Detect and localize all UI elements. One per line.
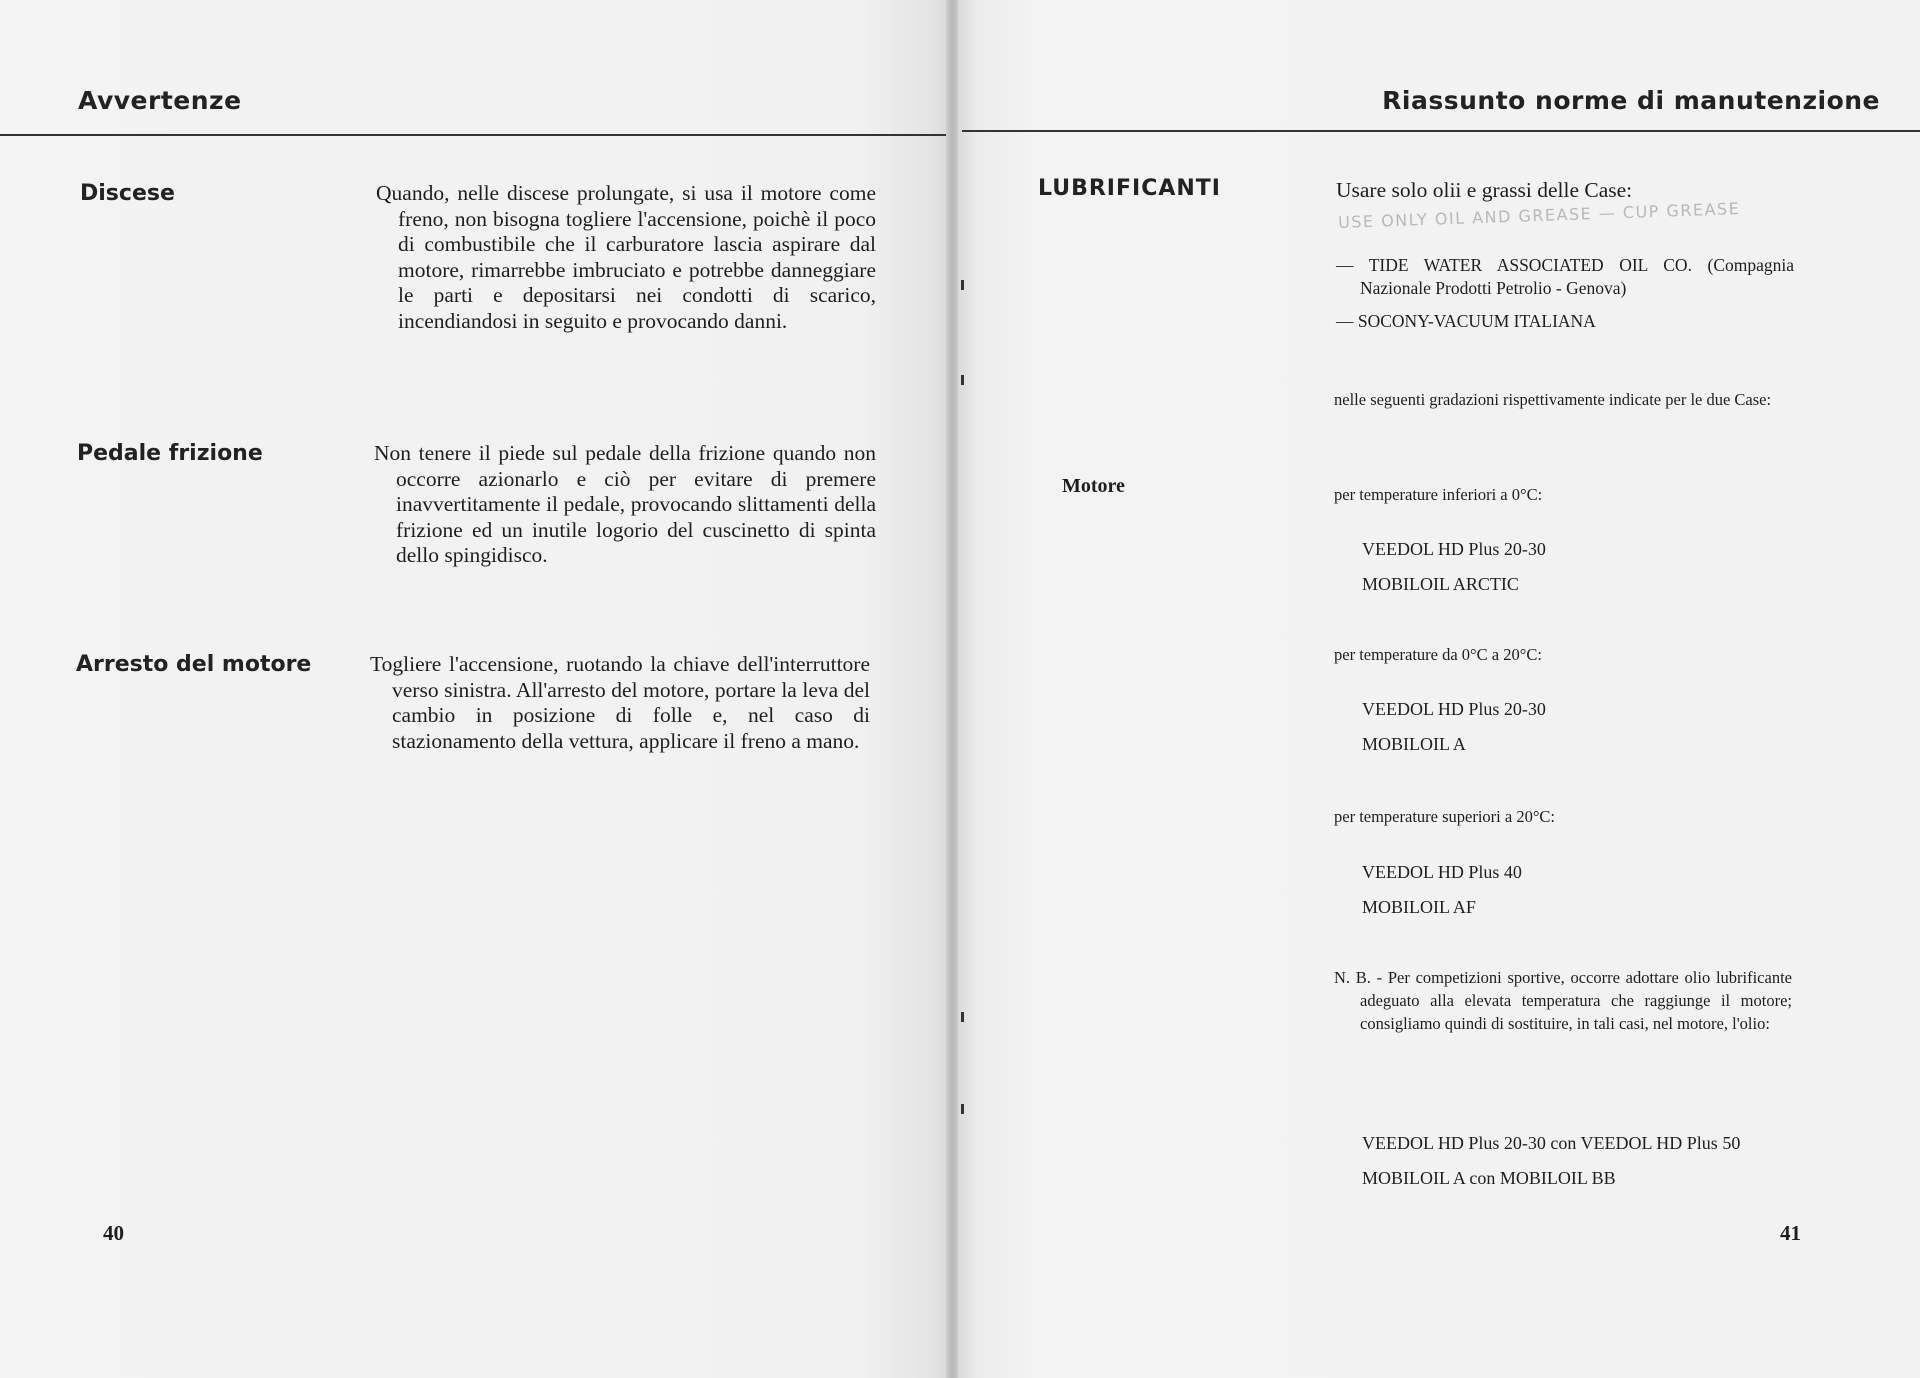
temperature-condition: per temperature da 0°C a 20°C: [1334,645,1542,664]
right-header-rule [962,130,1920,132]
binding-mark [961,280,964,290]
product-name: MOBILOIL ARCTIC [1362,574,1519,594]
left-page-header: Avvertenze [78,86,242,115]
product-name: MOBILOIL AF [1362,897,1476,917]
section-title-discese: Discese [80,181,175,206]
temperature-condition: per temperature inferiori a 0°C: [1334,485,1543,504]
section-title-arresto-motore: Arresto del motore [76,652,312,677]
page-number-right: 41 [1780,1221,1801,1245]
competition-note: N. B. - Per competizioni sportive, occorre adottare olio lubrificante adeguato alla elevata temperatura che raggiunge il motore; consigliamo quindi di sostituire, in tali casi, nel motore, l'olio: [1334,968,1792,1033]
product-name: MOBILOIL A [1362,734,1466,754]
product-name: VEEDOL HD Plus 20-30 [1362,539,1546,559]
supplier-item: — TIDE WATER ASSOCIATED OIL CO. (Compagnia Nazionale Prodotti Petrolio - Genova) [1336,255,1794,298]
binding-mark [961,1012,964,1022]
subsection-motore: Motore [1062,475,1125,497]
left-header-rule [0,134,950,136]
binding-mark [961,1104,964,1114]
right-page [958,0,1920,1378]
binding-mark [961,375,964,385]
lubricants-intro: Usare solo olii e grassi delle Case: [1336,178,1633,202]
section-text-discese: Quando, nelle discese prolungate, si usa il motore come freno, non bisogna togliere l'accensione, poichè il poco di combustibile che il carburatore lascia aspirare dal motore, rimarrebbe imbruciato e potrebbe danneggiare le parti e depositarsi nei condotti di scarico, incendiandosi in seguito e provocando danni. [376,181,876,333]
handwritten-annotation: USE ONLY OIL AND GREASE — CUP GREASE [1337,198,1741,233]
substitution-line: VEEDOL HD Plus 20-30 con VEEDOL HD Plus 50 [1362,1133,1741,1153]
section-title-lubrificanti: LUBRIFICANTI [1038,176,1221,201]
product-name: VEEDOL HD Plus 40 [1362,862,1522,882]
section-text-arresto-motore: Togliere l'accensione, ruotando la chiave dell'interruttore verso sinistra. All'arresto del motore, portare la leva del cambio in posizione di folle e, nel caso di stazionamento della vettura, applicare il freno a mano. [370,652,870,753]
section-text-pedale-frizione: Non tenere il piede sul pedale della frizione quando non occorre azionarlo e ciò per evitare di premere inavvertitamente il pedale, provocando slittamenti della frizione ed un inutile logorio del cuscinetto di spinta dello spingidisco. [374,441,876,567]
supplier-item: — SOCONY-VACUUM ITALIANA [1336,311,1596,331]
substitution-line: MOBILOIL A con MOBILOIL BB [1362,1168,1616,1188]
product-name: VEEDOL HD Plus 20-30 [1362,699,1546,719]
temperature-condition: per temperature superiori a 20°C: [1334,807,1556,826]
section-title-pedale-frizione: Pedale frizione [77,441,263,466]
grades-intro: nelle seguenti gradazioni rispettivamente indicate per le due Case: [1334,390,1772,409]
right-page-header: Riassunto norme di manutenzione [1382,86,1880,115]
page-number-left: 40 [103,1221,124,1245]
left-page [0,0,952,1378]
